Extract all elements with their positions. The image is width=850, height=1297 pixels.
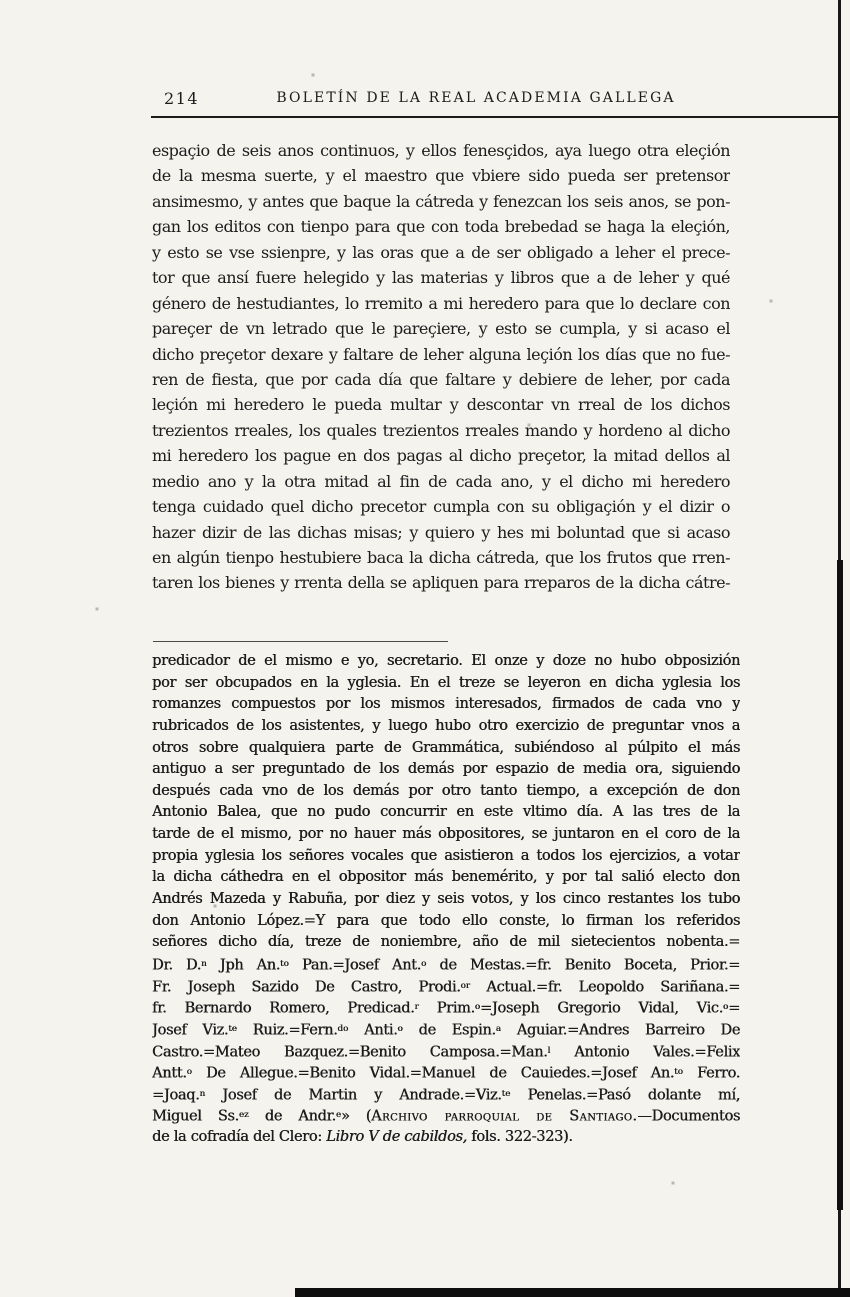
text-segment: Castro.=Mateo Bazquez.=Benito Camposa.=Man.	[152, 1044, 548, 1061]
scan-artifact-right-edge-thick	[837, 560, 843, 1210]
text-segment: Penelas.=Pasó dolante mí,	[510, 1087, 740, 1104]
text-segment: Anti.	[348, 1022, 398, 1039]
text-segment: de la cofradía del Clero:	[152, 1129, 327, 1146]
text-segment: otros sobre qualquiera parte de Grammática, subiéndoso al púlpito el más	[152, 739, 740, 756]
footnote-line	[152, 846, 740, 868]
text-segment: de Mestas.=fr. Benito Boceta, Prior.=	[426, 957, 740, 974]
superscript-abbreviation: do	[337, 1023, 349, 1034]
footnote-line	[152, 716, 740, 738]
superscript-abbreviation: o	[722, 1002, 729, 1013]
footnote-line	[152, 1019, 740, 1041]
text-segment: antiguo a ser preguntado de los demás por espazio de media ora, siguiendo	[152, 761, 740, 778]
text-segment: De Allegue.=Benito Vidal.=Manuel de Cauiedes.=Josef An.	[191, 1065, 675, 1082]
footnote-line	[152, 976, 740, 998]
footnote-line	[152, 911, 740, 933]
text-segment: tarde de el mismo, por no hauer más obpositores, se juntaron en el coro de la	[152, 826, 740, 843]
text-segment: Prim.	[418, 1000, 475, 1017]
page-number: 214	[164, 89, 200, 108]
footnote-line	[152, 997, 740, 1019]
footnote-line	[152, 759, 740, 781]
footnote-line	[152, 694, 740, 716]
text-segment: fols. 322-323).	[466, 1129, 573, 1146]
footnote-line	[152, 673, 740, 695]
text-segment: Fr. Joseph Sazido De Castro, Prodi.	[152, 979, 461, 996]
footnote-line	[152, 824, 740, 846]
superscript-abbreviation: or	[460, 980, 470, 991]
text-segment: Antonio Vales.=Felix	[550, 1044, 740, 1061]
footnote-line	[152, 1105, 740, 1127]
body-line: tenga cuidado quel dicho precetor cumpla con su obligaçión y el dizir o	[152, 497, 730, 517]
body-line: gan los editos con tienpo para que con toda brebedad se haga la eleçión,	[152, 217, 730, 237]
text-segment: la dicha cáthedra en el obpositor más benemérito, y por tal salió electo don	[152, 869, 740, 886]
archive-name-smallcaps: Archivo parroquial de Santiago.	[371, 1109, 638, 1126]
body-line: de la mesma suerte, y el maestro que vbiere sido pueda ser pretensor	[152, 166, 730, 186]
footnote-line	[152, 781, 740, 803]
body-line: espaçio de seis anos continuos, y ellos fenesçidos, aya luego otra eleçión	[152, 141, 730, 160]
body-line: y esto se vse ssienpre, y las oras que a de ser obligado a leher el prece-	[152, 242, 730, 262]
superscript-abbreviation: to	[674, 1067, 683, 1078]
body-line: mi heredero los pague en dos pagas al dicho preçetor, la mitad dellos al	[152, 446, 730, 466]
text-segment: Ruiz.=Fern.	[236, 1022, 338, 1039]
superscript-abbreviation: n	[199, 1088, 206, 1099]
footnote-separator	[153, 641, 448, 642]
text-segment: Dr. D.	[152, 957, 201, 974]
text-segment: —Documentos	[637, 1109, 740, 1126]
body-line: medio ano y la otra mitad al fin de cada ano, y el dicho mi heredero	[152, 471, 730, 491]
text-segment: Pan.=Josef Ant.	[288, 957, 421, 974]
text-segment: después cada vno de los demás por otro tanto tiempo, a excepción de don	[152, 782, 740, 799]
superscript-abbreviation: e	[335, 1110, 341, 1121]
text-segment: Antt.	[152, 1065, 187, 1082]
main-text-block	[152, 138, 730, 596]
text-segment: Actual.=fr. Leopoldo Sariñana.=	[469, 979, 740, 996]
body-line: pareçer de vn letrado que le pareçiere, y esto se cumpla, y si acaso el	[152, 319, 730, 339]
footnote-line	[152, 932, 740, 954]
text-segment: Josef Viz.	[152, 1022, 229, 1039]
body-line: ansimesmo, y antes que baque la cátreda y fenezcan los seis anos, se pon-	[152, 191, 730, 211]
header-rule	[151, 116, 840, 118]
footnote-block	[152, 651, 740, 1149]
superscript-abbreviation: o	[420, 958, 427, 969]
scan-noise-specks	[0, 0, 2, 2]
body-line: dicho preçetor dexare y faltare de leher alguna leçión los días que no fue-	[152, 344, 730, 364]
superscript-abbreviation: ez	[238, 1110, 249, 1121]
text-segment: =Joaq.	[152, 1087, 200, 1104]
scan-artifact-bottom-edge	[295, 1288, 850, 1297]
text-segment: predicador de el mismo e yo, secretario. El onze y doze no hubo obposizión	[152, 653, 740, 669]
text-segment: Andrés Mazeda y Rabuña, por diez y seis votos, y los cinco restantes los tubo	[152, 891, 740, 908]
body-line: leçión mi heredero le pueda multar y descontar vn rreal de los dichos	[152, 395, 730, 415]
body-line: género de hestudiantes, lo rremito a mi heredero para que lo declare con	[152, 293, 730, 313]
body-line: ren de fiesta, que por cada día que faltare y debiere de leher, por cada	[152, 369, 730, 389]
text-segment: propia yglesia los señores vocales que asistieron a todos los ejercizios, a votar	[152, 847, 740, 864]
superscript-abbreviation: te	[501, 1088, 511, 1099]
footnote-line	[152, 802, 740, 824]
superscript-abbreviation: te	[228, 1023, 237, 1034]
text-segment: =Joseph Gregorio Vidal, Vic.	[480, 1000, 723, 1017]
footnote-line	[152, 651, 740, 673]
footnote-line	[152, 954, 740, 976]
superscript-abbreviation: o	[474, 1002, 481, 1013]
footnote-line	[152, 889, 740, 911]
text-segment: Ferro.	[682, 1065, 740, 1082]
superscript-abbreviation: n	[200, 958, 207, 969]
footnote-line	[152, 738, 740, 760]
superscript-abbreviation: r	[414, 1002, 419, 1013]
text-segment: fr. Bernardo Romero, Predicad.	[152, 1000, 415, 1017]
text-segment: por ser obcupados en la yglesia. En el treze se leyeron en dicha yglesia los	[152, 674, 740, 691]
superscript-abbreviation: l	[547, 1045, 551, 1056]
text-segment: Antonio Balea, que no pudo concurrir en este vltimo día. A las tres de la	[152, 804, 740, 821]
footnote-line	[152, 1062, 740, 1084]
text-segment: de Andr.	[248, 1109, 336, 1126]
journal-title: BOLETÍN DE LA REAL ACADEMIA GALLEGA	[276, 90, 676, 106]
book-title-italic: Libro V de cabildos,	[326, 1129, 467, 1146]
text-segment: don Antonio López.=Y para que todo ello conste, lo firman los referidos	[152, 912, 740, 929]
superscript-abbreviation: a	[495, 1023, 501, 1034]
body-line: trezientos rreales, los quales trezientos rreales mando y hordeno al dicho	[152, 420, 730, 440]
footnote-line	[152, 1084, 740, 1106]
footnote-line	[152, 1127, 740, 1149]
body-line: tor que ansí fuere helegido y las materias y libros que a de leher y qué	[152, 268, 730, 288]
superscript-abbreviation: to	[280, 958, 289, 969]
text-segment: señores dicho día, treze de noniembre, año de mil sietecientos nobenta.=	[152, 934, 740, 951]
text-segment: Aguiar.=Andres Barreiro De	[500, 1022, 740, 1039]
footnote-line	[152, 867, 740, 889]
text-segment: =	[728, 1000, 740, 1017]
superscript-abbreviation: o	[397, 1023, 403, 1034]
text-segment: de Espin.	[402, 1022, 496, 1039]
footnote-line	[152, 1041, 740, 1063]
body-line: hazer dizir de las dichas misas; y quiero y hes mi boluntad que si acaso	[152, 522, 730, 542]
text-segment: rubricados de los asistentes, y luego hubo otro exercizio de preguntar vnos a	[152, 717, 740, 734]
text-segment: romanzes compuestos por los mismos interesados, firmados de cada vno y	[152, 696, 740, 713]
text-segment: » (	[340, 1109, 372, 1126]
page-header	[152, 88, 800, 110]
superscript-abbreviation: o	[186, 1067, 192, 1078]
text-segment: Josef de Martin y Andrade.=Viz.	[205, 1087, 502, 1104]
body-line: taren los bienes y rrenta della se apliquen para rreparos de la dicha cátre-	[152, 573, 730, 593]
body-line: en algún tienpo hestubiere baca la dicha cátreda, que los frutos que rren-	[152, 548, 730, 567]
text-segment: Miguel Ss.	[152, 1109, 239, 1126]
text-segment: Jph An.	[206, 957, 281, 974]
